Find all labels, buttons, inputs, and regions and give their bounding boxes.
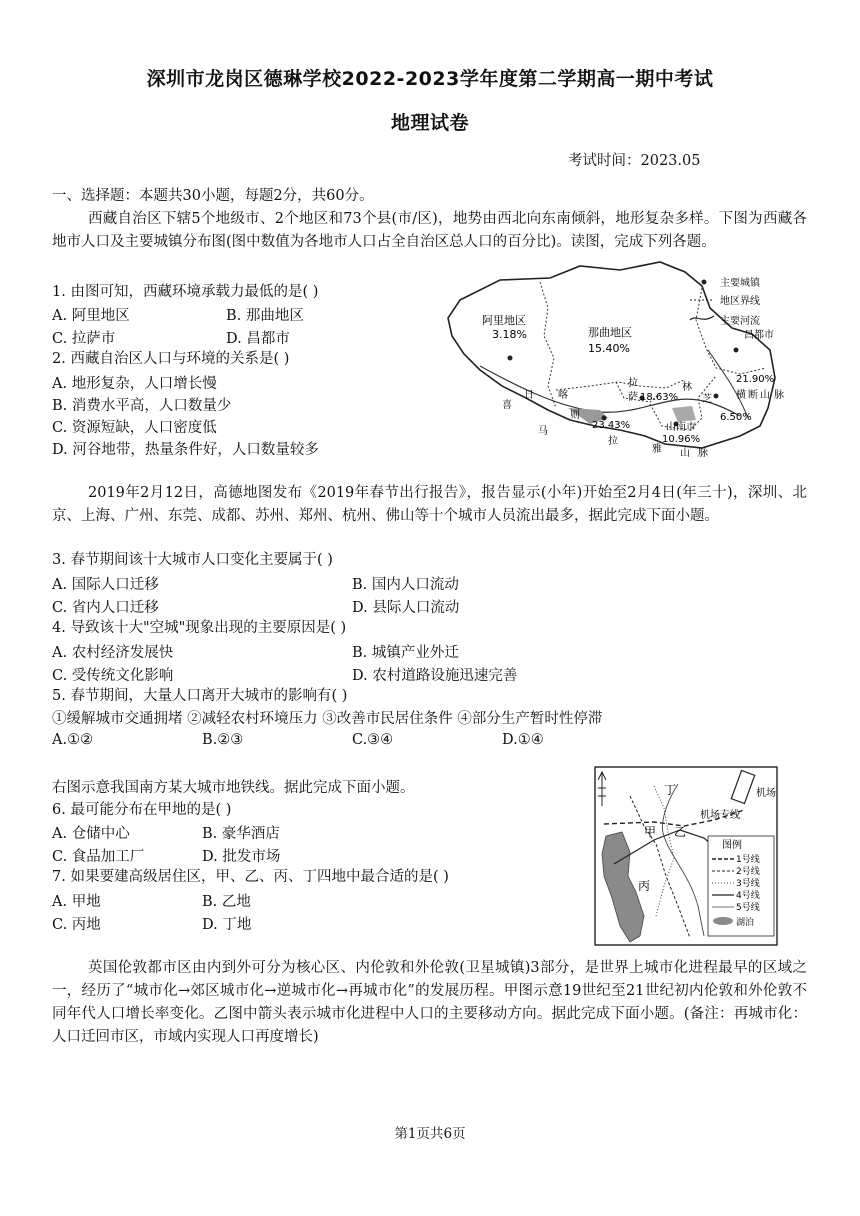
question-4-stem: 4. 导致该十大"空城"现象出现的主要原因是( ) — [52, 620, 347, 636]
q6-option-b[interactable]: B. 豪华酒店 — [202, 826, 280, 842]
legend-lake: 湖泊 — [736, 918, 755, 928]
question-5-stem: 5. 春节期间，大量人口离开大城市的影响有( ) — [52, 688, 348, 704]
char-sa: 萨 — [628, 392, 638, 403]
question-7-stem: 7. 如果要建高级居住区，甲、乙、丙、丁四地中最合适的是( ) — [52, 869, 449, 885]
q3-option-b[interactable]: B. 国内人口流动 — [352, 577, 459, 593]
char-duan: 断 — [748, 390, 758, 401]
q4-option-a[interactable]: A. 农村经济发展快 — [52, 645, 174, 661]
exam-time: 考试时间：2023.05 — [568, 153, 701, 169]
section-heading: 一、选择题：本题共30小题，每题2分，共60分。 — [52, 188, 374, 204]
label-naqu: 那曲地区 — [588, 326, 632, 339]
river — [480, 366, 740, 416]
char-lin: 林 — [682, 382, 692, 393]
char-ma: 马 — [538, 426, 548, 437]
q7-option-c[interactable]: C. 丙地 — [52, 917, 101, 933]
q3-option-c[interactable]: C. 省内人口迁移 — [52, 600, 159, 616]
char-shan: 山 — [680, 448, 690, 458]
exam-title: 深圳市龙岗区德琳学校2022-2023学年度第二学期高一期中考试 — [146, 68, 714, 90]
q4-option-b[interactable]: B. 城镇产业外迁 — [352, 645, 459, 661]
label-shannan: 山南市 — [666, 422, 696, 433]
q5-option-a[interactable]: A.①② — [52, 732, 94, 748]
q1-option-d[interactable]: D. 昌都市 — [226, 331, 290, 347]
question-1-stem: 1. 由图可知，西藏环境承载力最低的是( ) — [52, 284, 319, 300]
question-3-stem: 3. 春节期间该十大城市人口变化主要属于( ) — [52, 552, 333, 568]
char-ka: 喀 — [558, 390, 568, 401]
legend-line2: 2号线 — [736, 867, 760, 877]
legend-town-icon — [702, 280, 707, 285]
legend-line5: 5号线 — [736, 903, 760, 913]
town-3 — [734, 348, 739, 353]
q2-option-b[interactable]: B. 消费水平高，人口数量少 — [52, 398, 232, 414]
label-ali-pct: 3.18% — [492, 328, 527, 341]
label-jia: 甲 — [644, 825, 657, 839]
label-ding: 丁 — [664, 783, 677, 797]
char-ze: 则 — [570, 410, 580, 421]
char-zhi: 芝 — [702, 394, 712, 405]
q5-items: ①缓解城市交通拥堵 ②减轻农村环境压力 ③改善市民居住条件 ④部分生产暂时性停滞 — [52, 711, 603, 727]
legend-river-icon — [690, 316, 714, 320]
label-bing: 丙 — [638, 879, 651, 893]
question-2-stem: 2. 西藏自治区人口与环境的关系是( ) — [52, 351, 290, 367]
question-6-stem: 6. 最可能分布在甲地的是( ) — [52, 802, 232, 818]
passage-spring-festival: 2019年2月12日，高德地图发布《2019年春节出行报告》，报告显示(小年)开始至2月4日(年三十)，深圳、北京、上海、广州、东莞、成都、苏州、郑州、杭州、佛山等十个城市人员流出最多，据此完成下面小题。 — [52, 485, 807, 524]
q4-option-c[interactable]: C. 受传统文化影响 — [52, 668, 174, 684]
town-6 — [508, 356, 513, 361]
char-ri: 日 — [524, 390, 534, 401]
town-4 — [714, 394, 719, 399]
legend-line3: 3号线 — [736, 879, 760, 889]
q1-option-a[interactable]: A. 阿里地区 — [52, 308, 130, 324]
char-ya: 雅 — [652, 444, 662, 455]
page-number: 第1页共6页 — [394, 1126, 466, 1142]
label-linzhi-pct: 6.50% — [720, 412, 752, 423]
q6-option-c[interactable]: C. 食品加工厂 — [52, 849, 145, 865]
q6-option-a[interactable]: A. 仓储中心 — [52, 826, 130, 842]
char-heng: 横 — [736, 390, 746, 401]
passage-metro: 右图示意我国南方某大城市地铁线。据此完成下面小题。 — [52, 780, 415, 796]
legend-line1: 1号线 — [736, 855, 760, 865]
q2-option-d[interactable]: D. 河谷地带，热量条件好，人口数量较多 — [52, 442, 319, 458]
boundary-ali-naqu — [540, 282, 556, 408]
legend-river: 主要河流 — [720, 316, 760, 327]
legend-line4: 4号线 — [736, 891, 760, 901]
legend-lake-icon — [713, 917, 733, 925]
label-rikaze-pct: 23.43% — [592, 420, 631, 431]
passage-london: 英国伦敦都市区由内到外可分为核心区、内伦敦和外伦敦(卫星城镇)3部分，是世界上城市化进程最早的区域之一，经历了“城市化→郊区城市化→逆城市化→再城市化”的发展历程。甲图示意19世纪至21世纪初内伦敦和外伦敦不同年代人口增长率变化。乙图中箭头表示城市化进程中人口的主要移动方向。据此完成下面小题。(备注：再城市化：人口迁回市区，市域内实现人口再度增长) — [52, 960, 807, 1045]
q5-option-c[interactable]: C.③④ — [352, 732, 394, 748]
legend-town: 主要城镇 — [720, 278, 760, 289]
char-la2: 拉 — [608, 436, 618, 447]
q7-option-b[interactable]: B. 乙地 — [202, 894, 251, 910]
q3-option-a[interactable]: A. 国际人口迁移 — [52, 577, 159, 593]
q4-option-d[interactable]: D. 农村道路设施迅速完善 — [352, 668, 518, 684]
char-xi: 喜 — [502, 400, 512, 411]
q2-option-a[interactable]: A. 地形复杂，人口增长慢 — [52, 376, 217, 392]
label-naqu-pct: 15.40% — [588, 342, 630, 355]
label-lasa-pct: 18.63% — [640, 392, 679, 403]
label-ali: 阿里地区 — [482, 314, 526, 327]
metro-map — [594, 766, 778, 946]
tibet-population-map — [440, 258, 792, 458]
legend-title: 图例 — [722, 840, 742, 851]
boundary-naqu-south — [556, 380, 684, 390]
q3-option-d[interactable]: D. 县际人口流动 — [352, 600, 460, 616]
q7-option-a[interactable]: A. 甲地 — [52, 894, 101, 910]
q1-option-c[interactable]: C. 拉萨市 — [52, 331, 116, 347]
mountain-shade-2 — [672, 406, 696, 422]
label-yi: 乙 — [674, 825, 687, 839]
q5-option-b[interactable]: B.②③ — [202, 732, 244, 748]
q7-option-d[interactable]: D. 丁地 — [202, 917, 252, 933]
char-shan2: 山 — [760, 390, 770, 401]
label-shannan-pct: 10.96% — [662, 434, 701, 445]
q6-option-d[interactable]: D. 批发市场 — [202, 849, 281, 865]
label-airport-line: 机场专线 — [700, 810, 740, 821]
label-changdu: 昌都市 — [744, 330, 774, 341]
char-la: 拉 — [628, 378, 638, 389]
char-mai: 脉 — [698, 448, 708, 458]
q2-option-c[interactable]: C. 资源短缺，人口密度低 — [52, 420, 217, 436]
char-mai2: 脉 — [774, 390, 784, 401]
exam-subtitle: 地理试卷 — [390, 112, 469, 134]
label-changdu-pct: 21.90% — [736, 374, 775, 385]
q5-option-d[interactable]: D.①④ — [502, 732, 544, 748]
label-airport: 机场 — [756, 788, 776, 799]
legend-boundary: 地区界线 — [720, 296, 760, 307]
q1-option-b[interactable]: B. 那曲地区 — [226, 308, 304, 324]
passage-tibet: 西藏自治区下辖5个地级市、2个地区和73个县(市/区)，地势由西北向东南倾斜，地形复杂多样。下图为西藏各地市人口及主要城镇分布图(图中数值为各地市人口占全自治区总人口的百分比)。读图，完成下列各题。 — [52, 211, 807, 250]
